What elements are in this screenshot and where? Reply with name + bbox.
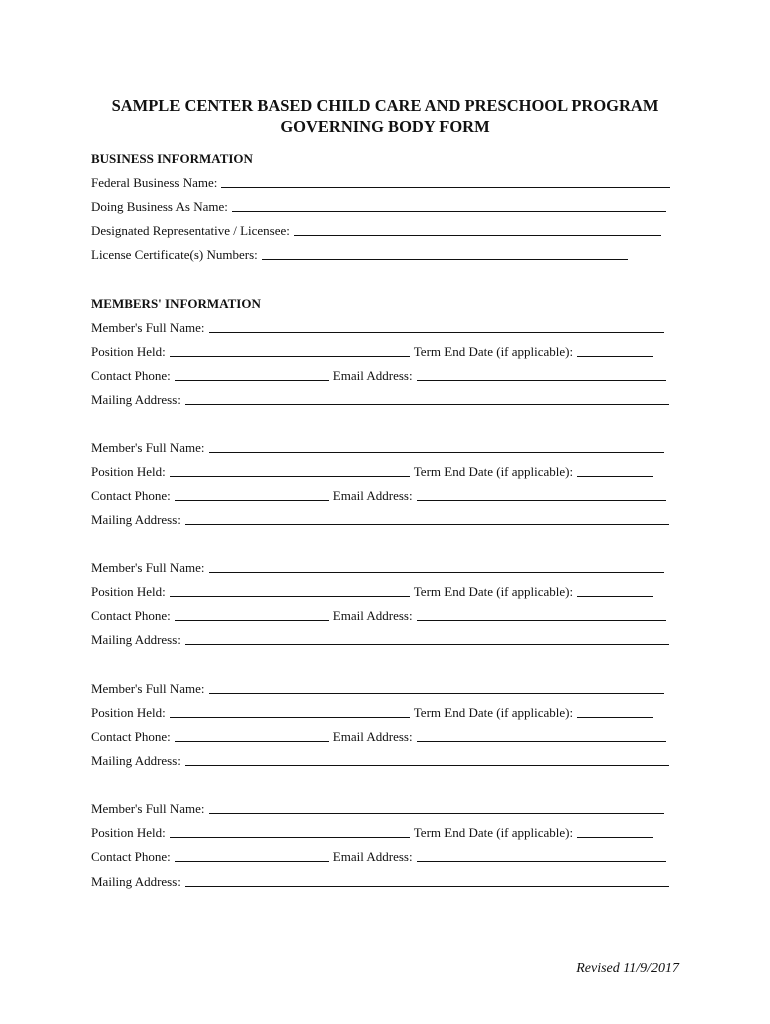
member-full-name-label: Member's Full Name: — [91, 801, 205, 816]
designated-rep-row — [91, 223, 661, 241]
member-5-position-field[interactable] — [170, 826, 410, 838]
dba-name-field[interactable] — [232, 200, 666, 212]
member-1-email-field[interactable] — [417, 369, 666, 381]
term-end-label: Term End Date (if applicable): — [413, 344, 574, 359]
member-5-position-row — [91, 825, 653, 843]
email-address-label: Email Address: — [332, 368, 413, 383]
member-4-mailing-row — [91, 753, 669, 771]
member-3-term-end-field[interactable] — [577, 585, 653, 597]
revision-date: Revised 11/9/2017 — [576, 961, 679, 976]
term-end-label: Term End Date (if applicable): — [413, 584, 574, 599]
member-4-term-end-field[interactable] — [577, 706, 653, 718]
member-4-full-name-row — [91, 681, 664, 699]
position-held-label: Position Held: — [91, 705, 166, 720]
license-numbers-field[interactable] — [262, 248, 628, 260]
members-info-heading: MEMBERS' INFORMATION — [91, 296, 261, 311]
member-1-position-field[interactable] — [170, 345, 410, 357]
member-2-email-field[interactable] — [417, 489, 666, 501]
member-5-email-field[interactable] — [417, 850, 666, 862]
member-1-full-name-row — [91, 320, 664, 338]
email-address-label: Email Address: — [332, 488, 413, 503]
member-full-name-label: Member's Full Name: — [91, 560, 205, 575]
designated-rep-label: Designated Representative / Licensee: — [91, 223, 290, 238]
member-1-mailing-row — [91, 392, 669, 410]
business-info-heading: BUSINESS INFORMATION — [91, 151, 253, 166]
member-2-position-field[interactable] — [170, 465, 410, 477]
member-2-term-end-field[interactable] — [577, 465, 653, 477]
position-held-label: Position Held: — [91, 344, 166, 359]
designated-rep-field[interactable] — [294, 224, 661, 236]
federal-business-name-field[interactable] — [221, 176, 670, 188]
member-2-mailing-field[interactable] — [185, 513, 669, 525]
member-4-phone-field[interactable] — [175, 730, 329, 742]
license-numbers-label: License Certificate(s) Numbers: — [91, 247, 258, 262]
member-full-name-label: Member's Full Name: — [91, 320, 205, 335]
member-2-full-name-field[interactable] — [209, 441, 664, 453]
member-full-name-label: Member's Full Name: — [91, 440, 205, 455]
member-4-email-field[interactable] — [417, 730, 666, 742]
position-held-label: Position Held: — [91, 464, 166, 479]
member-1-phone-field[interactable] — [175, 369, 329, 381]
contact-phone-label: Contact Phone: — [91, 488, 171, 503]
member-5-contact-row — [91, 849, 666, 867]
member-5-mailing-field[interactable] — [185, 875, 669, 887]
title-line-1: SAMPLE CENTER BASED CHILD CARE AND PRESCHOOL PROGRAM — [111, 96, 659, 115]
federal-business-name-row — [91, 175, 670, 193]
member-4-position-field[interactable] — [170, 706, 410, 718]
member-3-position-row — [91, 584, 653, 602]
term-end-label: Term End Date (if applicable): — [413, 705, 574, 720]
member-3-email-field[interactable] — [417, 609, 666, 621]
mailing-address-label: Mailing Address: — [91, 512, 181, 527]
member-5-full-name-row — [91, 801, 664, 819]
form-title — [60, 95, 710, 137]
member-1-term-end-field[interactable] — [577, 345, 653, 357]
member-1-position-row — [91, 344, 653, 362]
member-2-position-row — [91, 464, 653, 482]
member-5-term-end-field[interactable] — [577, 826, 653, 838]
member-4-full-name-field[interactable] — [209, 682, 664, 694]
member-2-full-name-row — [91, 440, 664, 458]
member-3-full-name-row — [91, 560, 664, 578]
member-4-position-row — [91, 705, 653, 723]
member-3-position-field[interactable] — [170, 585, 410, 597]
contact-phone-label: Contact Phone: — [91, 608, 171, 623]
contact-phone-label: Contact Phone: — [91, 849, 171, 864]
mailing-address-label: Mailing Address: — [91, 874, 181, 889]
member-2-phone-field[interactable] — [175, 489, 329, 501]
member-5-full-name-field[interactable] — [209, 802, 664, 814]
mailing-address-label: Mailing Address: — [91, 392, 181, 407]
member-2-contact-row — [91, 488, 666, 506]
member-3-mailing-field[interactable] — [185, 633, 669, 645]
email-address-label: Email Address: — [332, 608, 413, 623]
member-1-contact-row — [91, 368, 666, 386]
mailing-address-label: Mailing Address: — [91, 753, 181, 768]
member-2-mailing-row — [91, 512, 669, 530]
member-4-contact-row — [91, 729, 666, 747]
position-held-label: Position Held: — [91, 584, 166, 599]
license-numbers-row — [91, 247, 628, 265]
email-address-label: Email Address: — [332, 849, 413, 864]
title-line-2: GOVERNING BODY FORM — [280, 117, 490, 136]
contact-phone-label: Contact Phone: — [91, 368, 171, 383]
term-end-label: Term End Date (if applicable): — [413, 464, 574, 479]
federal-business-name-label: Federal Business Name: — [91, 175, 218, 190]
email-address-label: Email Address: — [332, 729, 413, 744]
term-end-label: Term End Date (if applicable): — [413, 825, 574, 840]
position-held-label: Position Held: — [91, 825, 166, 840]
member-3-phone-field[interactable] — [175, 609, 329, 621]
member-3-mailing-row — [91, 632, 669, 650]
dba-name-row — [91, 199, 666, 217]
dba-name-label: Doing Business As Name: — [91, 199, 228, 214]
mailing-address-label: Mailing Address: — [91, 632, 181, 647]
member-5-mailing-row — [91, 874, 669, 892]
member-3-full-name-field[interactable] — [209, 561, 664, 573]
member-1-mailing-field[interactable] — [185, 393, 669, 405]
member-full-name-label: Member's Full Name: — [91, 681, 205, 696]
member-3-contact-row — [91, 608, 666, 626]
member-4-mailing-field[interactable] — [185, 754, 669, 766]
member-5-phone-field[interactable] — [175, 850, 329, 862]
member-1-full-name-field[interactable] — [209, 321, 664, 333]
contact-phone-label: Contact Phone: — [91, 729, 171, 744]
